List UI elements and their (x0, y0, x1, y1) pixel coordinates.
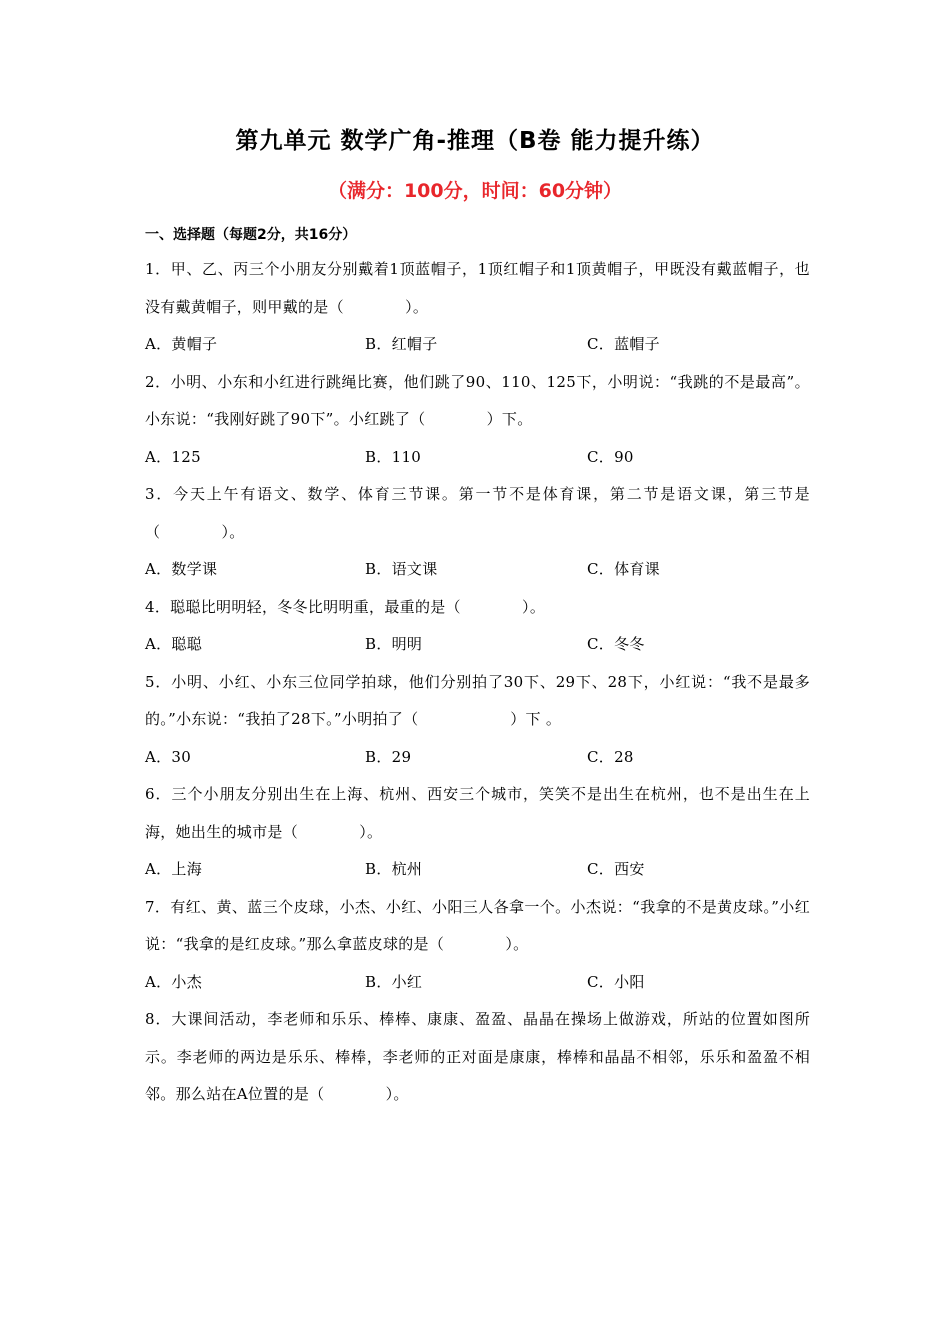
question-stem: 7．有红、黄、蓝三个皮球，小杰、小红、小阳三人各拿一个。小杰说：“我拿的不是黄皮球。”小红说：“我拿的是红皮球。”那么拿蓝皮球的是（ ）。 (145, 897, 810, 953)
option-a[interactable]: A．上海 (145, 860, 203, 878)
answer-options (145, 439, 810, 477)
option-b[interactable]: B．110 (365, 447, 422, 466)
option-c[interactable]: C．冬冬 (587, 635, 645, 653)
section-heading: 一、选择题（每题2分，共16分） (145, 227, 357, 243)
option-a[interactable]: A．数学课 (145, 560, 218, 578)
answer-options (145, 551, 810, 589)
option-c[interactable]: C．蓝帽子 (587, 335, 660, 353)
question-6 (145, 776, 810, 889)
answer-options (145, 739, 810, 777)
option-c[interactable]: C．体育课 (587, 560, 660, 578)
question-stem: 5．小明、小红、小东三位同学拍球，他们分别拍了30下、29下、28下，小红说：“我不是最多的。”小东说：“我拍了28下。”小明拍了（ ）下 。 (145, 672, 810, 728)
question-stem: 1．甲、乙、丙三个小朋友分别戴着1顶蓝帽子，1顶红帽子和1顶黄帽子，甲既没有戴蓝帽子，也没有戴黄帽子，则甲戴的是（ ）。 (145, 260, 810, 316)
option-a[interactable]: A．聪聪 (145, 635, 203, 653)
option-a[interactable]: A．黄帽子 (145, 335, 218, 353)
score-time-info: （满分：100分，时间：60分钟） (327, 180, 623, 202)
question-list (145, 251, 810, 1114)
option-b[interactable]: B．明明 (365, 635, 423, 653)
option-b[interactable]: B．语文课 (365, 560, 438, 578)
option-c[interactable]: C．90 (587, 447, 634, 466)
answer-options (145, 626, 810, 664)
answer-options (145, 326, 810, 364)
option-c[interactable]: C．西安 (587, 860, 645, 878)
question-stem: 8．大课间活动，李老师和乐乐、棒棒、康康、盈盈、晶晶在操场上做游戏，所站的位置如图所示。李老师的两边是乐乐、棒棒，李老师的正对面是康康，棒棒和晶晶不相邻，乐乐和盈盈不相邻。那么站在A位置的是（ ）。 (145, 1010, 810, 1103)
question-5 (145, 664, 810, 777)
question-7 (145, 889, 810, 1002)
option-a[interactable]: A．30 (145, 747, 192, 766)
question-1 (145, 251, 810, 364)
option-b[interactable]: B．29 (365, 747, 412, 766)
question-4 (145, 589, 810, 664)
question-stem: 3．今天上午有语文、数学、体育三节课。第一节不是体育课，第二节是语文课，第三节是（ ）。 (145, 485, 810, 541)
option-c[interactable]: C．28 (587, 747, 634, 766)
option-b[interactable]: B．红帽子 (365, 335, 438, 353)
question-3 (145, 476, 810, 589)
question-stem: 4．聪聪比明明轻，冬冬比明明重，最重的是（ ）。 (145, 597, 546, 616)
page-title: 第九单元 数学广角-推理（B卷 能力提升练） (235, 128, 715, 154)
option-c[interactable]: C．小阳 (587, 972, 645, 991)
question-8 (145, 1001, 810, 1114)
question-2 (145, 364, 810, 477)
answer-options (145, 851, 810, 889)
option-a[interactable]: A．小杰 (145, 972, 203, 991)
question-stem: 2．小明、小东和小红进行跳绳比赛，他们跳了90、110、125下，小明说：“我跳的不是最高”。小东说：“我刚好跳了90下”。小红跳了（ ）下。 (145, 372, 810, 428)
option-b[interactable]: B．杭州 (365, 860, 423, 878)
option-a[interactable]: A．125 (145, 447, 201, 466)
option-b[interactable]: B．小红 (365, 972, 423, 991)
question-stem: 6．三个小朋友分别出生在上海、杭州、西安三个城市，笑笑不是出生在杭州，也不是出生在上海，她出生的城市是（ ）。 (145, 785, 810, 841)
answer-options (145, 964, 810, 1002)
